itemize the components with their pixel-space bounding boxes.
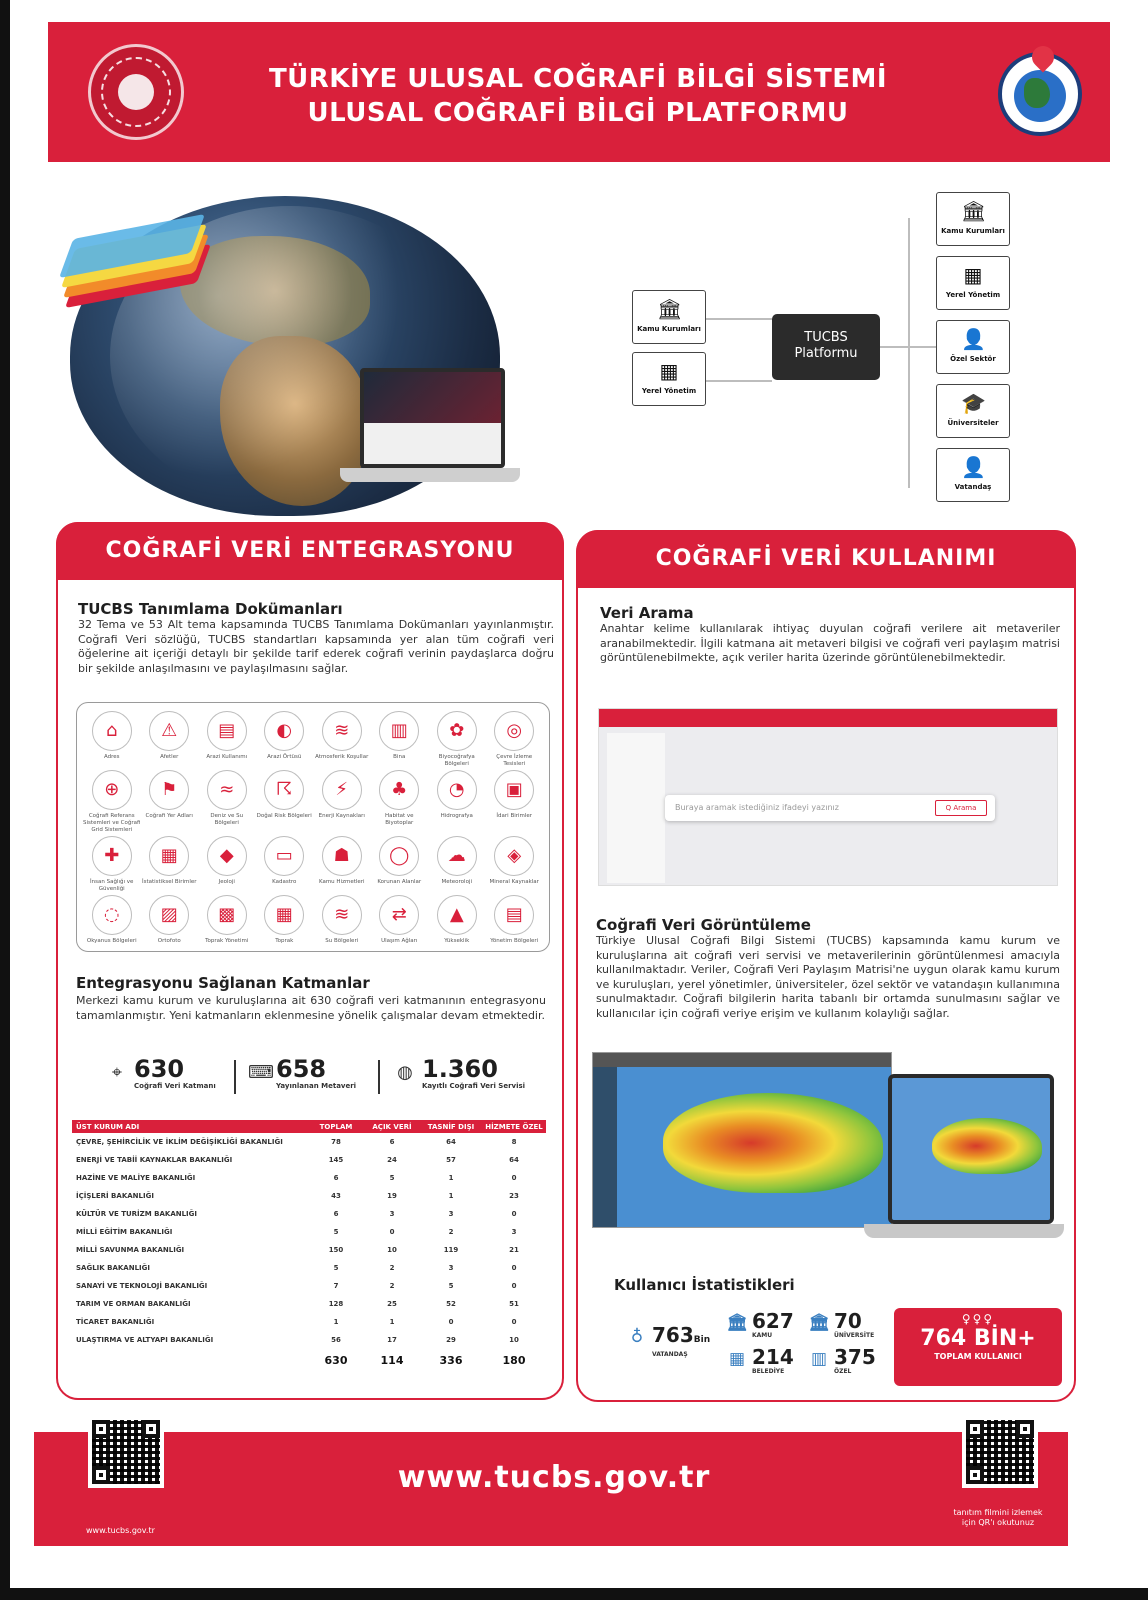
user-stat-value: 627 [752,1309,794,1333]
theme-item [428,768,486,834]
table-cell-value: 150 [328,1246,344,1254]
table-header-total: TOPLAM [308,1120,364,1133]
person-icon: ♁ [630,1327,644,1347]
table-row [72,1313,546,1331]
table-cell-value: 10 [509,1336,519,1344]
theme-item [313,768,371,834]
theme-icon: ⚑ [149,770,189,810]
footer-banner [34,1432,1068,1546]
website-qr-code[interactable] [88,1416,164,1488]
building-columns-icon: 🏛 [961,199,987,223]
table-total-cell: 180 [502,1353,526,1367]
table-cell-value: 5 [333,1264,339,1272]
table-cell-value: 6 [333,1210,339,1218]
table-header-unclassified: TASNİF DIŞI [420,1120,482,1133]
stat-value: 658 [276,1055,327,1083]
table-total-cell: 336 [439,1353,463,1367]
page-title [248,62,908,130]
table-cell-value: 57 [446,1156,456,1164]
theme-item [486,768,544,834]
theme-item [486,893,544,945]
theme-icon: ◯ [379,836,419,876]
integration-stats [98,1056,538,1100]
theme-label: Hidrografya [440,813,473,819]
table-cell-ministry: MİLLİ EĞİTİM BAKANLIĞI [76,1228,173,1236]
office-building-icon: ▥ [810,1349,828,1369]
diagram-node-right-universite [936,384,1010,438]
diagram-center-line2: Platformu [794,346,858,361]
table-cell-value: 56 [331,1336,341,1344]
globe-pin-logo-icon [998,52,1082,136]
video-qr-code[interactable] [962,1416,1038,1488]
table-cell-value: 29 [446,1336,456,1344]
table-cell-value: 5 [389,1174,395,1182]
table-cell-value: 64 [446,1138,456,1146]
theme-icon: ▭ [264,836,304,876]
theme-icon: ◔ [437,770,477,810]
docs-text: 32 Tema ve 53 Alt tema kapsamında TUCBS Tanımlama Dokümanları yayınlanmıştır. Coğrafi Veri sözlüğü, TUCBS standartları kapsamında yer alan tüm coğrafi veri öğelerine ait içeriği detaylı bir şekilde tarif ederek coğrafi verinin paydaşlarca doğru bir şekilde anlaşılmasını ve paylaşılmasını sağlar. [78,618,554,675]
table-cell-value: 0 [511,1282,517,1290]
title-line-2: ULUSAL COĞRAFİ BİLGİ PLATFORMU [307,98,849,128]
theme-label: Adres [103,754,120,760]
table-cell-value: 1 [448,1192,454,1200]
graduation-cap-icon: 🎓 [961,391,986,415]
table-cell-value: 8 [511,1138,517,1146]
table-cell-ministry: ÇEVRE, ŞEHİRCİLİK VE İKLİM DEĞİŞİKLİĞİ BAKANLIĞI [76,1138,283,1146]
theme-icon: ▣ [494,770,534,810]
diagram-node-left-kamu [632,290,706,344]
table-cell-value: 5 [333,1228,339,1236]
table-row [72,1241,546,1259]
theme-item [198,768,256,834]
theme-icon: ▩ [207,895,247,935]
user-stat-caption: KAMU [752,1332,773,1339]
integration-heading: COĞRAFİ VERİ ENTEGRASYONU [56,522,564,580]
table-row [72,1169,546,1187]
stat-caption: Yayınlanan Metaveri [276,1082,357,1090]
theme-item [486,709,544,768]
office-building-icon: ▦ [659,359,679,383]
user-stat-caption: ÖZEL [834,1368,852,1375]
theme-icon: ☈ [264,770,304,810]
theme-label: Yönetim Bölgeleri [490,938,539,944]
table-row [72,1259,546,1277]
user-stat-belediye [728,1345,794,1375]
table-cell-value: 2 [448,1228,454,1236]
diagram-center-line1: TUCBS [804,330,848,345]
table-cell-value: 64 [509,1156,519,1164]
user-stat-value: 375 [834,1345,876,1369]
theme-label: Toprak [275,938,294,944]
theme-icon: ▥ [379,711,419,751]
user-stat-unit: Bin [693,1335,711,1345]
table-header-restricted: HİZMETE ÖZEL [482,1120,546,1133]
theme-icon: ▤ [207,711,247,751]
theme-label: Arazi Örtüsü [267,754,302,760]
theme-label: Mineral Kaynaklar [489,879,539,885]
theme-icon: ◐ [264,711,304,751]
table-header-row [72,1120,546,1133]
table-cell-value: 7 [333,1282,339,1290]
diagram-node-label: Yerel Yönetim [641,387,697,395]
table-cell-value: 2 [389,1282,395,1290]
table-cell-value: 0 [389,1228,395,1236]
theme-label: Jeoloji [218,879,235,885]
building-columns-icon: 🏛 [726,1313,748,1333]
theme-item [83,893,141,945]
usage-heading: COĞRAFİ VERİ KULLANIMI [576,530,1076,588]
theme-label: İstatistiksel Birimler [141,879,197,885]
table-cell-value: 6 [333,1174,339,1182]
table-row [72,1295,546,1313]
scan-border-left [0,0,10,1600]
theme-label: Kamu Hizmetleri [318,879,365,885]
search-screenshot-topbar [599,709,1057,727]
theme-item [83,768,141,834]
table-cell-value: 5 [448,1282,454,1290]
user-stat-vatandas [630,1323,711,1358]
theme-item [256,834,314,893]
theme-item [313,709,371,768]
theme-icon: ▦ [149,836,189,876]
theme-item [371,709,429,768]
hero-illustration [60,196,580,516]
theme-icon: ◆ [207,836,247,876]
table-cell-value: 145 [328,1156,344,1164]
table-cell-ministry: TARIM VE ORMAN BAKANLIĞI [76,1300,191,1308]
integration-panel [56,522,564,1400]
table-cell-ministry: TİCARET BAKANLIĞI [76,1318,155,1326]
stat-divider [378,1060,380,1094]
users-group-icon: ♀♀♀ [961,1312,995,1326]
theme-item [198,893,256,945]
diagram-node-right-ozel [936,320,1010,374]
theme-item [141,709,199,768]
office-building-icon: ▦ [963,263,983,287]
footer-left-caption: www.tucbs.gov.tr [86,1526,155,1535]
ministry-layers-table [72,1120,546,1371]
theme-label: Toprak Yönetimi [205,938,249,944]
table-header-open: AÇIK VERİ [364,1120,420,1133]
table-total-cell [72,1349,308,1371]
theme-item [256,893,314,945]
table-cell-value: 1 [389,1318,395,1326]
table-cell-ministry: ENERJİ VE TABİİ KAYNAKLAR BAKANLIĞI [76,1156,233,1164]
table-row [72,1151,546,1169]
person-tie-icon: 👤 [961,327,986,351]
table-cell-value: 78 [331,1138,341,1146]
table-row [72,1277,546,1295]
diagram-node-label: Vatandaş [954,483,992,491]
map-pin-icon: ⌖ [111,1062,123,1083]
table-row [72,1205,546,1223]
theme-icon: ♣ [379,770,419,810]
theme-label: Habitat ve Biyotoplar [384,813,414,826]
theme-label: Biyocoğrafya Bölgeleri [438,754,475,767]
table-cell-ministry: HAZİNE VE MALİYE BAKANLIĞI [76,1174,196,1182]
theme-label: Atmosferik Koşullar [315,754,369,760]
table-cell-value: 25 [387,1300,397,1308]
table-row [72,1133,546,1151]
diagram-center-tucbs [772,314,880,380]
theme-label: Okyanus Bölgeleri [86,938,137,944]
view-title: Coğrafi Veri Görüntüleme [596,916,811,934]
theme-label: Arazi Kullanımı [206,754,248,760]
table-cell-value: 0 [448,1318,454,1326]
theme-item [83,834,141,893]
theme-label: Su Bölgeleri [325,938,359,944]
theme-icon: ✿ [437,711,477,751]
code-file-icon: ⌨ [248,1062,274,1083]
view-text: Türkiye Ulusal Coğrafi Bilgi Sistemi (TUCBS) kapsamında kamu kurum ve kuruluşlarına ait coğrafi veri servisi ve metaverilerinin görüntülenmesi amacıyla kullanılmaktadır. Veriler, Coğrafi Veri Paylaşım Matrisi'ne uygun olarak kamu kurum ve kuruluşları, yerel yönetimler, üniversiteler, özel sektör ve vatandaşın kullanımına sunulmaktadır. Coğrafi bilgilerin harita tabanlı bir ortamda sunulmasını sağlar ve kullanıcılar için coğrafi veriye erişim ve kullanım kolaylığı sağlar. [596,934,1060,1020]
theme-label: İdari Birimler [496,813,533,819]
user-stat-universite [808,1309,875,1339]
table-cell-ministry: MİLLİ SAVUNMA BAKANLIĞI [76,1246,185,1254]
footer-right-caption: tanıtım filmini izlemek için QR'ı okutunuz [953,1508,1043,1527]
theme-label: Kadastro [272,879,297,885]
total-users-value: 764 BİN+ [920,1326,1036,1351]
table-cell-value: 119 [443,1246,459,1254]
theme-icon: ◎ [494,711,534,751]
table-header-ministry: ÜST KURUM ADI [72,1120,308,1133]
table-cell-value: 3 [511,1228,517,1236]
table-cell-value: 0 [511,1264,517,1272]
table-cell-value: 0 [511,1210,517,1218]
search-screenshot [598,708,1058,886]
table-cell-value: 3 [389,1210,395,1218]
theme-item [141,834,199,893]
city-hall-icon: ▦ [728,1349,746,1369]
table-row [72,1331,546,1349]
stat-caption: Kayıtlı Coğrafi Veri Servisi [422,1082,526,1090]
user-stat-caption: BELEDİYE [752,1368,785,1375]
map-viewer-laptop [874,1074,1064,1250]
theme-item [256,709,314,768]
theme-icon: ≈ [207,770,247,810]
table-cell-value: 19 [387,1192,397,1200]
theme-label: Çevre İzleme Tesisleri [496,754,533,767]
theme-item [428,709,486,768]
theme-label: Coğrafi Referans Sistemleri ve Coğrafi Grid Sistemleri [83,813,141,833]
theme-label: Korunan Alanlar [377,879,422,885]
search-title: Veri Arama [600,604,694,622]
ministry-seal-icon [88,44,184,140]
diagram-node-right-kamu [936,192,1010,246]
theme-icon: ⊕ [92,770,132,810]
theme-icon: ≋ [322,711,362,751]
layers-title: Entegrasyonu Sağlanan Katmanlar [76,974,370,992]
total-users-badge [894,1308,1062,1386]
theme-item [83,709,141,768]
theme-icon: ⌂ [92,711,132,751]
university-icon: 🏛 [808,1313,830,1333]
theme-item [428,834,486,893]
table-cell-value: 6 [389,1138,395,1146]
footer-website-link[interactable]: www.tucbs.gov.tr [397,1460,711,1495]
table-cell-value: 52 [446,1300,456,1308]
stat-value: 1.360 [422,1055,498,1083]
diagram-node-label: Üniversiteler [947,419,999,427]
diagram-node-label: Özel Sektör [950,355,996,363]
theme-icon: ✚ [92,836,132,876]
theme-icon: ⚡ [322,770,362,810]
header-banner [48,22,1110,162]
table-cell-ministry: KÜLTÜR VE TURİZM BAKANLIĞI [76,1210,198,1218]
table-cell-value: 24 [387,1156,397,1164]
search-placeholder: Buraya aramak istediğiniz ifadeyi yazınız [675,803,839,812]
map-layers-icon [70,216,200,306]
theme-item [371,768,429,834]
theme-item [428,893,486,945]
building-columns-icon: 🏛 [657,297,683,321]
theme-icon: ≋ [322,895,362,935]
theme-label: Enerji Kaynakları [318,813,365,819]
theme-label: İnsan Sağlığı ve Güvenliği [90,879,134,892]
theme-label: Afetler [160,754,179,760]
table-cell-value: 2 [389,1264,395,1272]
diagram-node-left-yerel [632,352,706,406]
diagram-node-label: Kamu Kurumları [637,325,701,333]
theme-label: Doğal Risk Bölgeleri [256,813,312,819]
table-cell-value: 21 [509,1246,519,1254]
table-row [72,1187,546,1205]
table-cell-value: 3 [448,1264,454,1272]
table-cell-value: 3 [448,1210,454,1218]
theme-icon: ☗ [322,836,362,876]
table-total-cell: 114 [380,1353,404,1367]
theme-icon: ▦ [264,895,304,935]
user-stat-caption: VATANDAŞ [652,1351,688,1358]
theme-item [256,768,314,834]
search-text: Anahtar kelime kullanılarak ihtiyaç duyulan coğrafi verilere ait metaveriler aranabilmektedir. İlgili katmana ait metaveri bilgisi ve coğrafi veri paylaşım matrisi görüntülenebilmekte, açık veriler harita üzerinde görüntülenebilmektedir. [600,622,1060,664]
turkey-heatmap-image [663,1093,883,1193]
diagram-node-right-vatandas [936,448,1010,502]
table-cell-value: 1 [448,1174,454,1182]
theme-label: Bina [393,754,406,760]
docs-title: TUCBS Tanımlama Dokümanları [78,600,343,618]
table-cell-ministry: SAĞLIK BAKANLIĞI [76,1264,150,1272]
theme-icon: ▨ [149,895,189,935]
table-cell-value: 23 [509,1192,519,1200]
table-cell-value: 0 [511,1318,517,1326]
theme-label: Meteoroloji [441,879,472,885]
user-stats-title: Kullanıcı İstatistikleri [614,1276,795,1294]
hero-laptop-image [340,368,520,494]
platform-diagram [630,190,1040,510]
map-viewer-monitor [592,1052,892,1228]
layers-text: Merkezi kamu kurum ve kuruluşlarına ait 630 coğrafi veri katmanının entegrasyonu tamamlanmıştır. Yeni katmanların eklenmesine yönelik çalışmalar devam etmektedir. [76,994,546,1022]
user-stat-value: 214 [752,1345,794,1369]
stat-caption: Coğrafi Veri Katmanı [134,1082,216,1090]
table-total-cell: 630 [324,1353,348,1367]
person-icon: 👤 [961,455,986,479]
table-cell-value: 10 [387,1246,397,1254]
theme-label: Ulaşım Ağları [381,938,418,944]
total-users-caption: TOPLAM KULLANICI [934,1352,1022,1361]
theme-item [141,893,199,945]
table-cell-ministry: ULAŞTIRMA VE ALTYAPI BAKANLIĞI [76,1336,214,1344]
usage-panel [576,530,1076,1402]
theme-item [486,834,544,893]
table-cell-value: 128 [328,1300,344,1308]
title-line-1: TÜRKİYE ULUSAL COĞRAFİ BİLGİ SİSTEMİ [268,64,888,94]
user-stat-caption: ÜNİVERSİTE [834,1332,875,1339]
stat-divider [234,1060,236,1094]
user-stat-ozel [810,1345,876,1375]
table-cell-value: 43 [331,1192,341,1200]
theme-item [313,834,371,893]
diagram-node-right-yerel [936,256,1010,310]
table-cell-ministry: SANAYİ VE TEKNOLOJİ BAKANLIĞI [76,1282,208,1290]
theme-item [198,709,256,768]
table-total-row [72,1349,546,1371]
theme-item [141,768,199,834]
user-stat-value: 763 [652,1323,694,1347]
theme-icon: ⇄ [379,895,419,935]
user-stat-value: 70 [834,1309,862,1333]
theme-label: Yükseklik [444,938,470,944]
stat-value: 630 [134,1055,185,1083]
table-cell-value: 51 [509,1300,519,1308]
scan-border-bottom [0,1588,1148,1600]
table-cell-value: 17 [387,1336,397,1344]
diagram-node-label: Kamu Kurumları [941,227,1005,235]
theme-item [313,893,371,945]
globe-icon: ◍ [397,1062,413,1083]
theme-icon: ▲ [437,895,477,935]
diagram-node-label: Yerel Yönetim [945,291,1001,299]
theme-label: Deniz ve Su Bölgeleri [210,813,244,826]
table-cell-value: 0 [511,1174,517,1182]
theme-item [371,893,429,945]
theme-icon-grid [76,702,550,952]
theme-item [371,834,429,893]
theme-item [198,834,256,893]
table-cell-ministry: İÇİŞLERİ BAKANLIĞI [76,1192,154,1200]
theme-icon: ☁ [437,836,477,876]
search-screenshot-sidebar [607,733,665,883]
user-stat-kamu [726,1309,794,1339]
search-button[interactable]: Q Arama [935,800,987,816]
search-input[interactable] [665,795,995,821]
map-viewer-screenshot [592,1052,1062,1252]
theme-icon: ⚠ [149,711,189,751]
theme-icon: ▤ [494,895,534,935]
theme-icon: ◈ [494,836,534,876]
theme-icon: ◌ [92,895,132,935]
table-cell-value: 1 [333,1318,339,1326]
theme-label: Coğrafi Yer Adları [145,813,193,819]
table-row [72,1223,546,1241]
theme-label: Ortofoto [157,938,181,944]
